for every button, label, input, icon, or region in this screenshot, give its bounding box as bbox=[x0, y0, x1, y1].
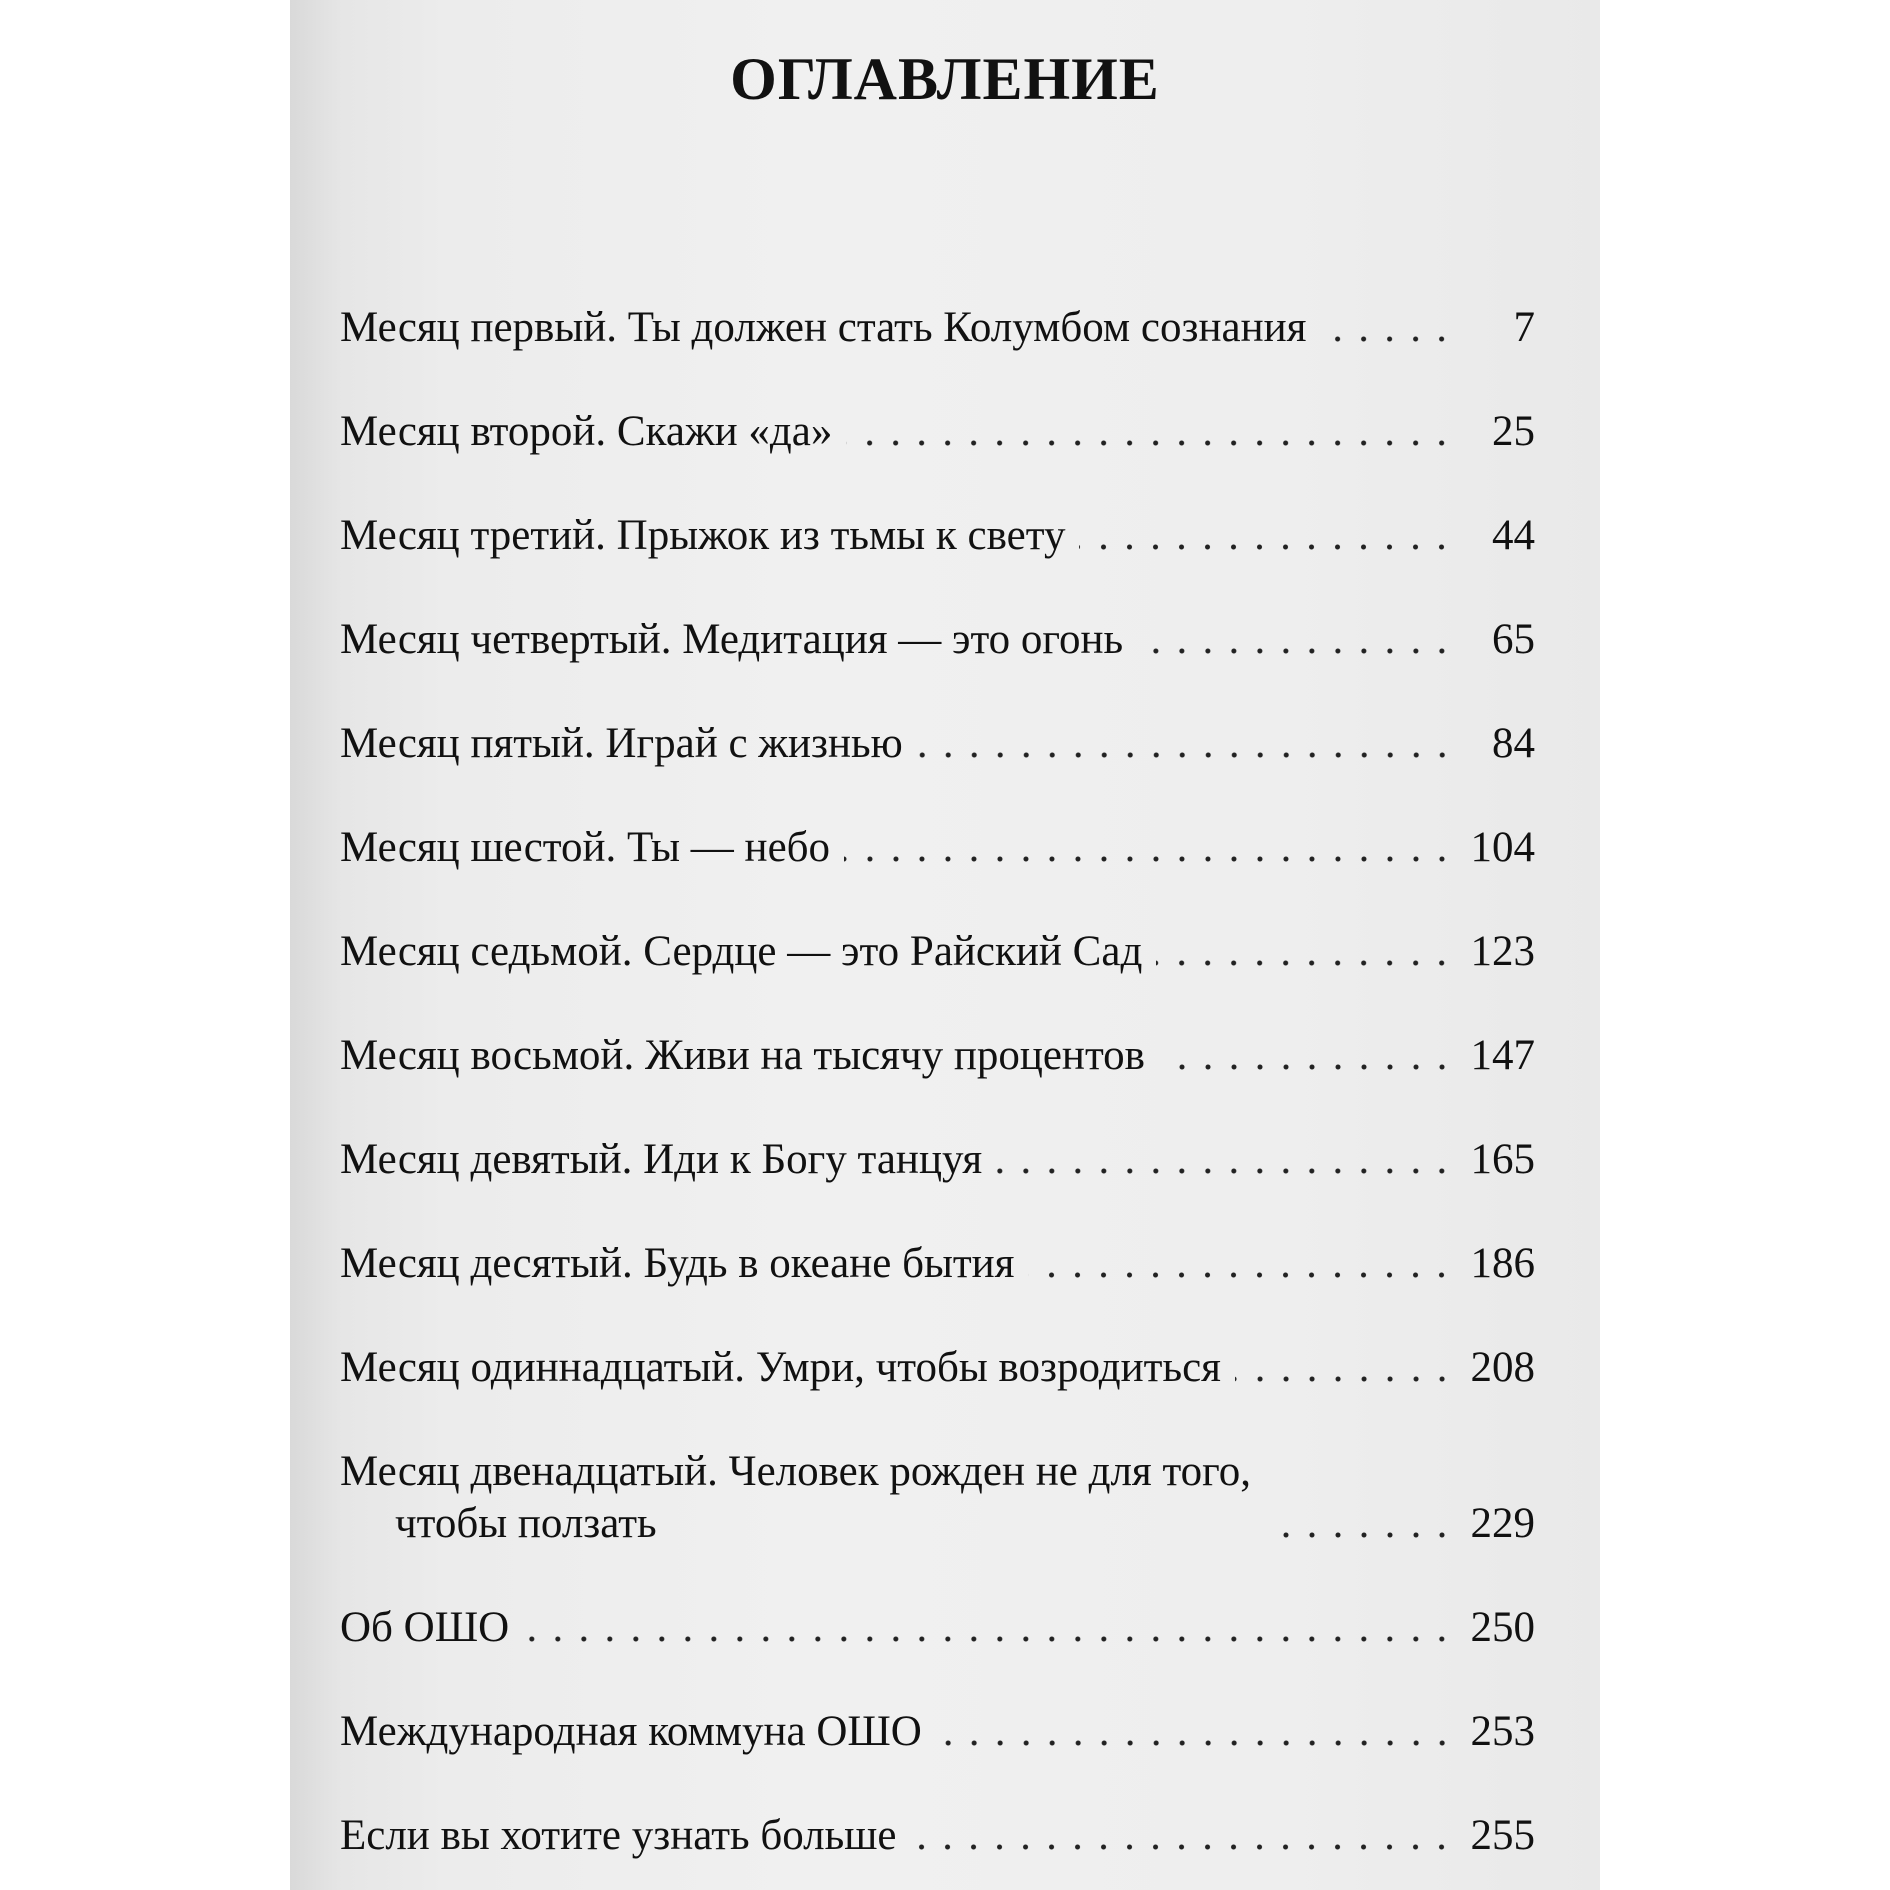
toc-entry[interactable] bbox=[340, 666, 1535, 770]
toc-entry-title: Месяц одиннадцатый. Умри, чтобы возродиться bbox=[340, 1344, 1221, 1391]
toc-entry-title: Месяц девятый. Иди к Богу танцуя bbox=[340, 1136, 983, 1183]
toc-entry[interactable] bbox=[340, 1550, 1535, 1654]
toc-entry-title: Месяц шестой. Ты — небо bbox=[340, 824, 831, 871]
dot-leader bbox=[1079, 544, 1455, 550]
toc-entry-title: Месяц третий. Прыжок из тьмы к свету bbox=[340, 512, 1066, 559]
toc-entry-title: Месяц первый. Ты должен стать Колумбом сознания bbox=[340, 304, 1307, 351]
dot-leader bbox=[1159, 1064, 1455, 1070]
dot-leader bbox=[917, 752, 1455, 758]
toc-page-number: 186 bbox=[1470, 1240, 1535, 1287]
dot-leader bbox=[1156, 960, 1455, 966]
toc-entry-title: Об ОШО bbox=[340, 1604, 510, 1651]
toc-entry[interactable] bbox=[340, 770, 1535, 874]
toc-page-number: 84 bbox=[1492, 720, 1535, 767]
toc-page-number: 25 bbox=[1492, 408, 1535, 455]
dot-leader bbox=[1235, 1376, 1455, 1382]
dot-leader bbox=[1028, 1272, 1455, 1278]
toc-page-number: 229 bbox=[1470, 1500, 1535, 1547]
toc-entry-title: Международная коммуна ОШО bbox=[340, 1708, 922, 1755]
book-page bbox=[290, 0, 1600, 1890]
dot-leader bbox=[1137, 648, 1455, 654]
toc-entry-title: Если вы хотите узнать больше bbox=[340, 1812, 897, 1859]
dot-leader bbox=[846, 440, 1455, 446]
toc-page-number: 147 bbox=[1470, 1032, 1535, 1079]
toc-page-number: 104 bbox=[1470, 824, 1535, 871]
toc-entry[interactable] bbox=[340, 1394, 1535, 1550]
toc-entry-title: Месяц пятый. Играй с жизнью bbox=[340, 720, 903, 767]
dot-leader bbox=[910, 1844, 1455, 1850]
dot-leader bbox=[523, 1636, 1455, 1642]
table-of-contents bbox=[340, 250, 1535, 1862]
toc-page-number: 255 bbox=[1470, 1812, 1535, 1859]
toc-entry[interactable] bbox=[340, 1758, 1535, 1862]
toc-entry-title: Месяц второй. Скажи «да» bbox=[340, 408, 833, 455]
toc-entry[interactable] bbox=[340, 250, 1535, 354]
dot-leader bbox=[936, 1740, 1455, 1746]
dot-leader bbox=[844, 856, 1455, 862]
toc-entry-title: Месяц восьмой. Живи на тысячу процентов bbox=[340, 1032, 1145, 1079]
toc-page-number: 253 bbox=[1470, 1708, 1535, 1755]
toc-entry[interactable] bbox=[340, 1082, 1535, 1186]
toc-entry[interactable] bbox=[340, 1186, 1535, 1290]
toc-page-number: 250 bbox=[1470, 1604, 1535, 1651]
page-title: ОГЛАВЛЕНИЕ bbox=[730, 46, 1160, 112]
toc-entry[interactable] bbox=[340, 1290, 1535, 1394]
toc-page-number: 65 bbox=[1492, 616, 1535, 663]
toc-entry-title: Месяц седьмой. Сердце — это Райский Сад bbox=[340, 928, 1143, 975]
toc-entry[interactable] bbox=[340, 978, 1535, 1082]
dot-leader bbox=[1265, 1532, 1455, 1538]
dot-leader bbox=[1320, 336, 1455, 342]
toc-page-number: 7 bbox=[1513, 304, 1535, 351]
toc-entry-title: Месяц десятый. Будь в океане бытия bbox=[340, 1240, 1015, 1287]
toc-entry[interactable] bbox=[340, 874, 1535, 978]
toc-entry[interactable] bbox=[340, 1654, 1535, 1758]
toc-entry-title-continuation: чтобы ползать bbox=[395, 1500, 657, 1547]
dot-leader bbox=[996, 1168, 1455, 1174]
toc-page-number: 123 bbox=[1470, 928, 1535, 975]
toc-page-number: 165 bbox=[1470, 1136, 1535, 1183]
toc-entry-title: Месяц четвертый. Медитация — это огонь bbox=[340, 616, 1124, 663]
toc-page-number: 208 bbox=[1470, 1344, 1535, 1391]
toc-entry-title-multiline bbox=[340, 1446, 1251, 1550]
toc-entry[interactable] bbox=[340, 354, 1535, 458]
toc-entry-title: Месяц двенадцатый. Человек рожден не для того, bbox=[340, 1448, 1251, 1495]
toc-entry[interactable] bbox=[340, 458, 1535, 562]
toc-entry[interactable] bbox=[340, 562, 1535, 666]
toc-page-number: 44 bbox=[1492, 512, 1535, 559]
